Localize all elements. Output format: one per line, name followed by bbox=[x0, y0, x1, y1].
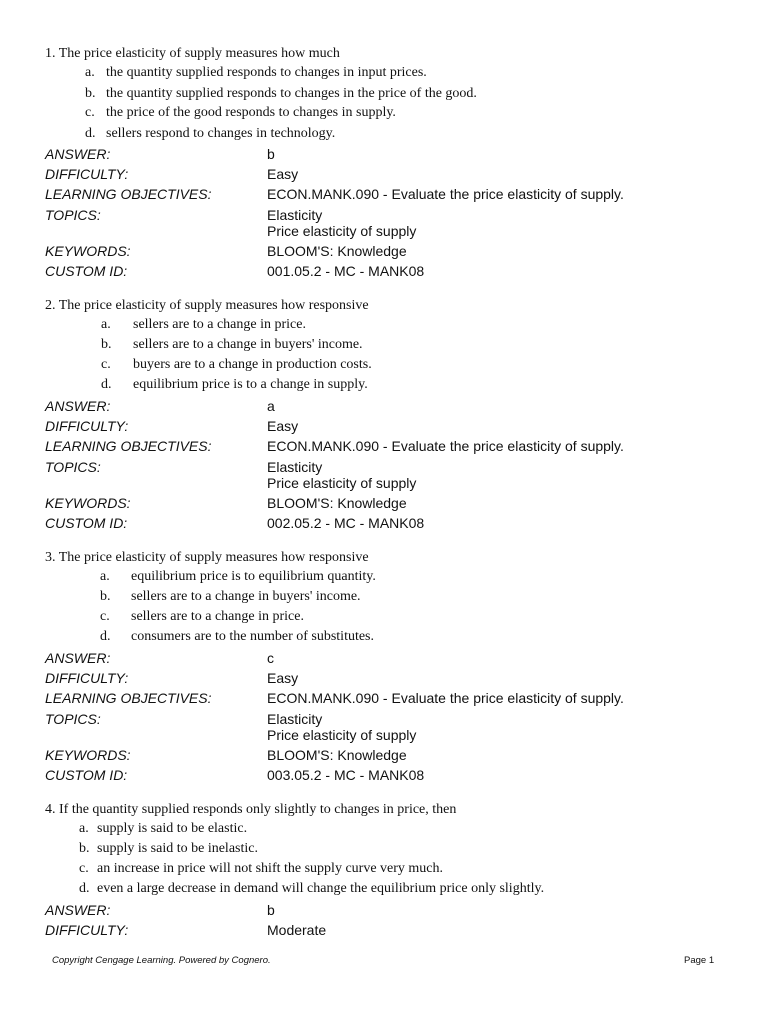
option-letter: b. bbox=[85, 86, 96, 101]
answer-value: b bbox=[267, 902, 275, 918]
keywords-label: KEYWORDS: bbox=[45, 243, 131, 259]
answer-value: a bbox=[267, 398, 275, 414]
topics-label: TOPICS: bbox=[45, 207, 101, 223]
option-text: sellers are to a change in price. bbox=[133, 317, 306, 332]
custom-id-label: CUSTOM ID: bbox=[45, 515, 128, 531]
difficulty-label: DIFFICULTY: bbox=[45, 418, 129, 434]
topics-value: Elasticity bbox=[267, 459, 323, 475]
topics-value: Price elasticity of supply bbox=[267, 475, 417, 491]
option-text: consumers are to the number of substitutes. bbox=[131, 629, 375, 644]
difficulty-value: Easy bbox=[267, 418, 299, 434]
option-letter: c. bbox=[85, 105, 95, 120]
learning-objectives-value: ECON.MANK.090 - Evaluate the price elasticity of supply. bbox=[267, 690, 624, 706]
option-text: the quantity supplied responds to changes in input prices. bbox=[106, 65, 427, 80]
difficulty-value: Easy bbox=[267, 166, 299, 182]
difficulty-label: DIFFICULTY: bbox=[45, 670, 129, 686]
topics-value: Elasticity bbox=[267, 207, 323, 223]
learning-objectives-value: ECON.MANK.090 - Evaluate the price elasticity of supply. bbox=[267, 438, 624, 454]
keywords-label: KEYWORDS: bbox=[45, 747, 131, 763]
answer-label: ANSWER: bbox=[45, 398, 111, 414]
keywords-value: BLOOM'S: Knowledge bbox=[267, 495, 407, 511]
page-number: Page 1 bbox=[684, 955, 715, 966]
option-letter: a. bbox=[100, 569, 110, 584]
custom-id-value: 002.05.2 - MC - MANK08 bbox=[267, 515, 425, 531]
topics-value: Price elasticity of supply bbox=[267, 223, 417, 239]
option-text: even a large decrease in demand will change the equilibrium price only slightly. bbox=[97, 881, 545, 896]
custom-id-label: CUSTOM ID: bbox=[45, 767, 128, 783]
option-text: sellers are to a change in buyers' income. bbox=[133, 337, 363, 352]
option-text: supply is said to be elastic. bbox=[97, 821, 248, 836]
keywords-value: BLOOM'S: Knowledge bbox=[267, 747, 407, 763]
option-letter: d. bbox=[85, 126, 96, 141]
difficulty-label: DIFFICULTY: bbox=[45, 922, 129, 938]
option-letter: b. bbox=[101, 337, 112, 352]
learning-objectives-value: ECON.MANK.090 - Evaluate the price elasticity of supply. bbox=[267, 186, 624, 202]
option-letter: d. bbox=[100, 629, 111, 644]
custom-id-value: 003.05.2 - MC - MANK08 bbox=[267, 767, 425, 783]
option-text: the quantity supplied responds to changes in the price of the good. bbox=[106, 86, 477, 101]
option-letter: c. bbox=[79, 861, 89, 876]
option-letter: b. bbox=[100, 589, 111, 604]
answer-value: c bbox=[267, 650, 274, 666]
question-stem: 3. The price elasticity of supply measures how responsive bbox=[45, 550, 369, 565]
answer-label: ANSWER: bbox=[45, 902, 111, 918]
option-text: sellers respond to changes in technology. bbox=[106, 126, 336, 141]
option-text: equilibrium price is to equilibrium quantity. bbox=[131, 569, 376, 584]
keywords-value: BLOOM'S: Knowledge bbox=[267, 243, 407, 259]
topics-value: Elasticity bbox=[267, 711, 323, 727]
option-letter: a. bbox=[85, 65, 95, 80]
option-letter: c. bbox=[100, 609, 110, 624]
answer-label: ANSWER: bbox=[45, 650, 111, 666]
question-stem: 1. The price elasticity of supply measures how much bbox=[45, 46, 340, 61]
option-letter: d. bbox=[101, 377, 112, 392]
option-text: equilibrium price is to a change in supply. bbox=[133, 377, 368, 392]
difficulty-label: DIFFICULTY: bbox=[45, 166, 129, 182]
option-letter: b. bbox=[79, 841, 90, 856]
option-text: buyers are to a change in production costs. bbox=[133, 357, 372, 372]
answer-value: b bbox=[267, 146, 275, 162]
option-letter: d. bbox=[79, 881, 90, 896]
topics-value: Price elasticity of supply bbox=[267, 727, 417, 743]
option-text: supply is said to be inelastic. bbox=[97, 841, 258, 856]
option-letter: a. bbox=[79, 821, 89, 836]
difficulty-value: Moderate bbox=[267, 922, 327, 938]
custom-id-value: 001.05.2 - MC - MANK08 bbox=[267, 263, 425, 279]
topics-label: TOPICS: bbox=[45, 711, 101, 727]
learning-objectives-label: LEARNING OBJECTIVES: bbox=[45, 186, 212, 202]
topics-label: TOPICS: bbox=[45, 459, 101, 475]
option-text: an increase in price will not shift the supply curve very much. bbox=[97, 861, 444, 876]
option-letter: a. bbox=[101, 317, 111, 332]
option-text: sellers are to a change in buyers' income. bbox=[131, 589, 361, 604]
question-stem: 2. The price elasticity of supply measures how responsive bbox=[45, 298, 369, 313]
difficulty-value: Easy bbox=[267, 670, 299, 686]
option-letter: c. bbox=[101, 357, 111, 372]
learning-objectives-label: LEARNING OBJECTIVES: bbox=[45, 690, 212, 706]
question-stem: 4. If the quantity supplied responds only slightly to changes in price, then bbox=[45, 802, 457, 817]
footer-copyright: Copyright Cengage Learning. Powered by Cognero. bbox=[52, 955, 271, 966]
keywords-label: KEYWORDS: bbox=[45, 495, 131, 511]
option-text: sellers are to a change in price. bbox=[131, 609, 304, 624]
option-text: the price of the good responds to changes in supply. bbox=[106, 105, 396, 120]
answer-label: ANSWER: bbox=[45, 146, 111, 162]
custom-id-label: CUSTOM ID: bbox=[45, 263, 128, 279]
learning-objectives-label: LEARNING OBJECTIVES: bbox=[45, 438, 212, 454]
